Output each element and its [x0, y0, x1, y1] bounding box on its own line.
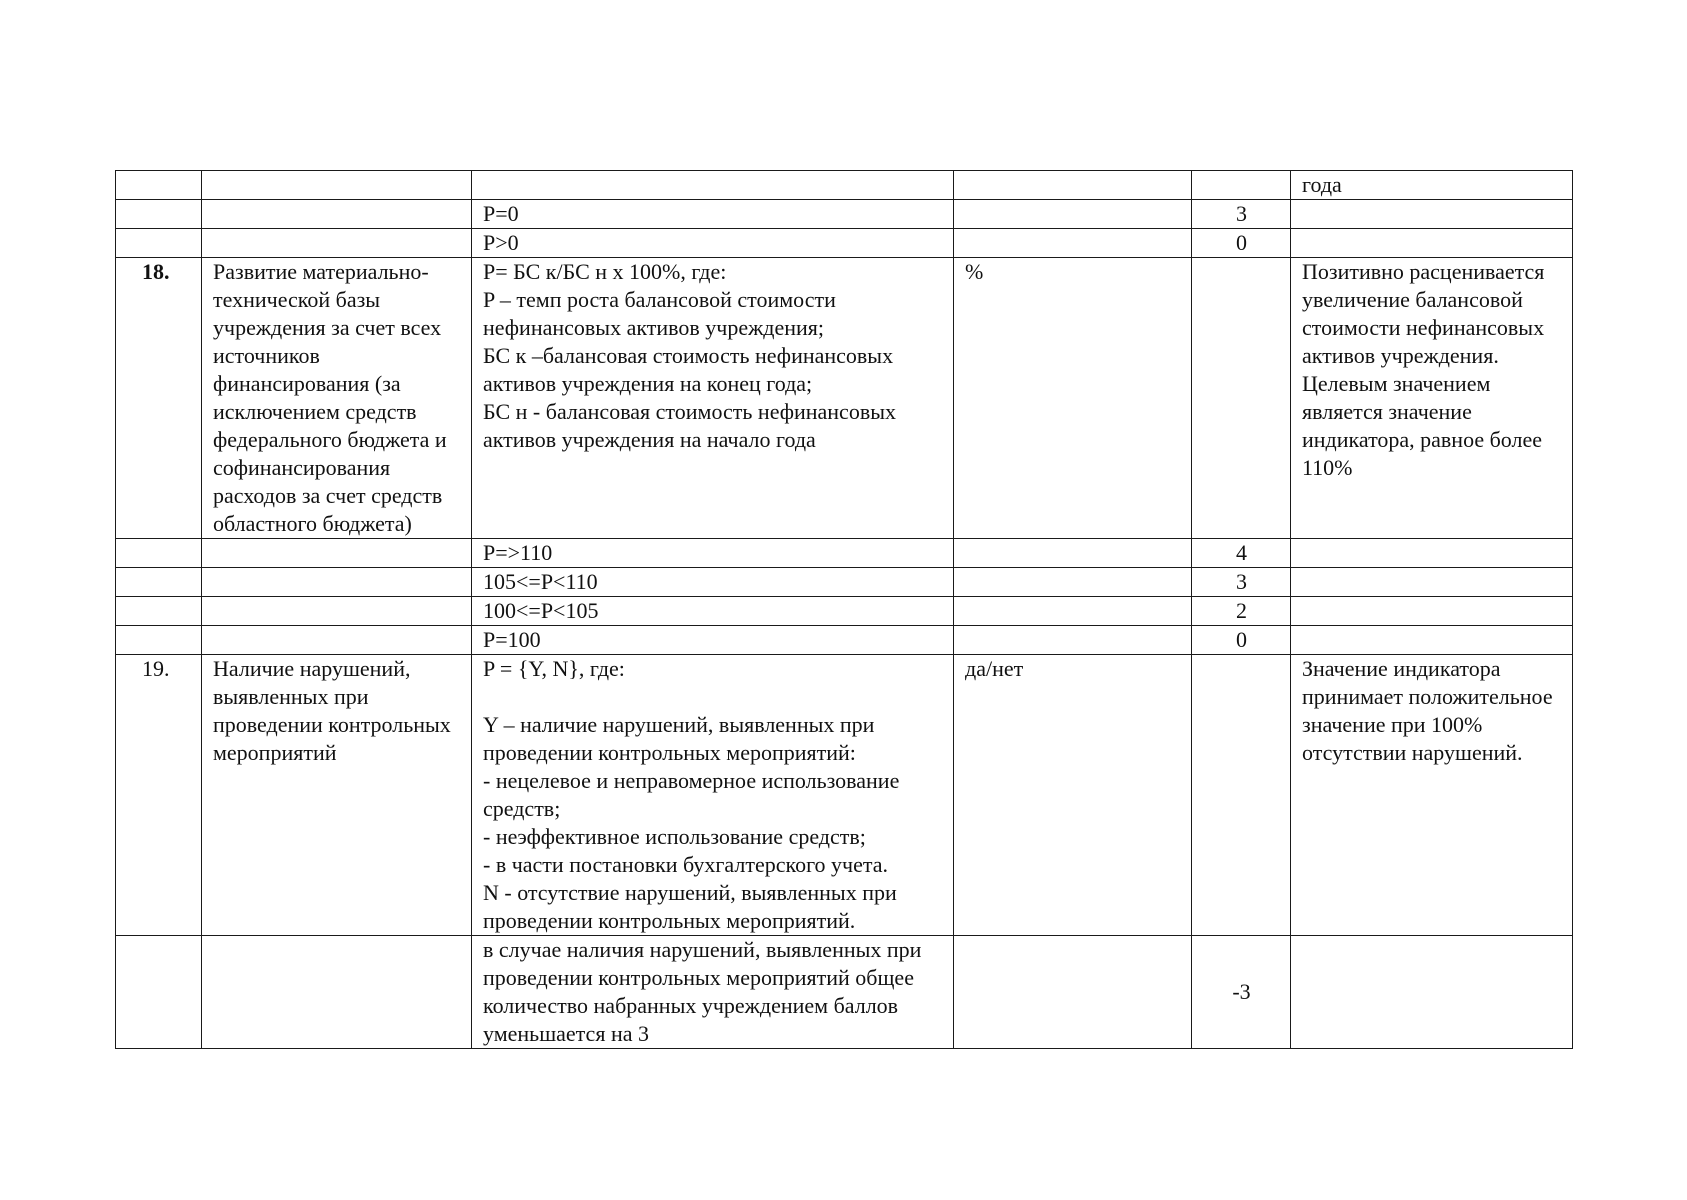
- row-number: [116, 597, 202, 626]
- note-cell: [1291, 626, 1573, 655]
- unit-cell: [954, 936, 1192, 1049]
- score-cell: 4: [1192, 539, 1291, 568]
- score-cell: [1192, 171, 1291, 200]
- unit-cell: %: [954, 258, 1192, 539]
- indicator-name: [202, 229, 472, 258]
- formula-cell: P=>110: [472, 539, 954, 568]
- indicator-name: [202, 539, 472, 568]
- note-cell: [1291, 597, 1573, 626]
- unit-cell: [954, 626, 1192, 655]
- unit-cell: [954, 539, 1192, 568]
- score-cell: -3: [1192, 936, 1291, 1049]
- note-cell: [1291, 539, 1573, 568]
- note-cell: Позитивно расценивается увеличение балансовой стоимости нефинансовых активов учреждения. Целевым значением является значение индикатора, равное более 110%: [1291, 258, 1573, 539]
- note-cell: [1291, 229, 1573, 258]
- table-row: [116, 200, 1573, 229]
- unit-cell: [954, 200, 1192, 229]
- row-number: 19.: [116, 655, 202, 936]
- indicator-name: [202, 171, 472, 200]
- unit-cell: да/нет: [954, 655, 1192, 936]
- row-number: [116, 200, 202, 229]
- formula-cell: в случае наличия нарушений, выявленных при проведении контрольных мероприятий общее количество набранных учреждением баллов уменьшается на 3: [472, 936, 954, 1049]
- table-row: [116, 936, 1573, 1049]
- note-cell: Значение индикатора принимает положительное значение при 100% отсутствии нарушений.: [1291, 655, 1573, 936]
- row-number: [116, 229, 202, 258]
- note-cell: [1291, 936, 1573, 1049]
- formula-cell: [472, 171, 954, 200]
- score-cell: 2: [1192, 597, 1291, 626]
- score-cell: 0: [1192, 229, 1291, 258]
- formula-cell: P=0: [472, 200, 954, 229]
- note-cell: [1291, 200, 1573, 229]
- note-cell: года: [1291, 171, 1573, 200]
- formula-cell: P=100: [472, 626, 954, 655]
- unit-cell: [954, 597, 1192, 626]
- unit-cell: [954, 229, 1192, 258]
- row-number: [116, 539, 202, 568]
- table-row: [116, 568, 1573, 597]
- formula-cell: P>0: [472, 229, 954, 258]
- score-cell: 0: [1192, 626, 1291, 655]
- formula-cell: 105<=P<110: [472, 568, 954, 597]
- indicator-name: [202, 626, 472, 655]
- score-cell: 3: [1192, 200, 1291, 229]
- indicator-name: [202, 597, 472, 626]
- indicator-name: [202, 568, 472, 597]
- row-number: [116, 568, 202, 597]
- indicator-name: Развитие материально-технической базы учреждения за счет всех источников финансирования (за исключением средств федерального бюджета и софинансирования расходов за счет средств областного бюджета): [202, 258, 472, 539]
- formula-cell: P= БС к/БС н х 100%, где: P – темп роста балансовой стоимости нефинансовых активов учреждения; БС к –балансовая стоимость нефинансовых активов учреждения на конец года; БС н - балансовая стоимость нефинансовых активов учреждения на начало года: [472, 258, 954, 539]
- table-row: [116, 258, 1573, 539]
- score-cell: [1192, 258, 1291, 539]
- score-cell: [1192, 655, 1291, 936]
- row-number: [116, 936, 202, 1049]
- table-row: [116, 539, 1573, 568]
- unit-cell: [954, 568, 1192, 597]
- row-number: 18.: [116, 258, 202, 539]
- note-cell: [1291, 568, 1573, 597]
- row-number: [116, 171, 202, 200]
- table-row: [116, 229, 1573, 258]
- indicators-table: [115, 170, 1573, 1049]
- table-row: [116, 597, 1573, 626]
- score-cell: 3: [1192, 568, 1291, 597]
- row-number: [116, 626, 202, 655]
- indicator-name: [202, 200, 472, 229]
- table-row: [116, 626, 1573, 655]
- formula-cell: P = {Y, N}, где: Y – наличие нарушений, выявленных при проведении контрольных мероприятий: - нецелевое и неправомерное использование средств; - неэффективное использование средств; - в части постановки бухгалтерского учета. N - отсутствие нарушений, выявленных при проведении контрольных мероприятий.: [472, 655, 954, 936]
- table-row: [116, 655, 1573, 936]
- indicator-name: [202, 936, 472, 1049]
- indicator-name: Наличие нарушений, выявленных при проведении контрольных мероприятий: [202, 655, 472, 936]
- table-row: [116, 171, 1573, 200]
- unit-cell: [954, 171, 1192, 200]
- formula-cell: 100<=P<105: [472, 597, 954, 626]
